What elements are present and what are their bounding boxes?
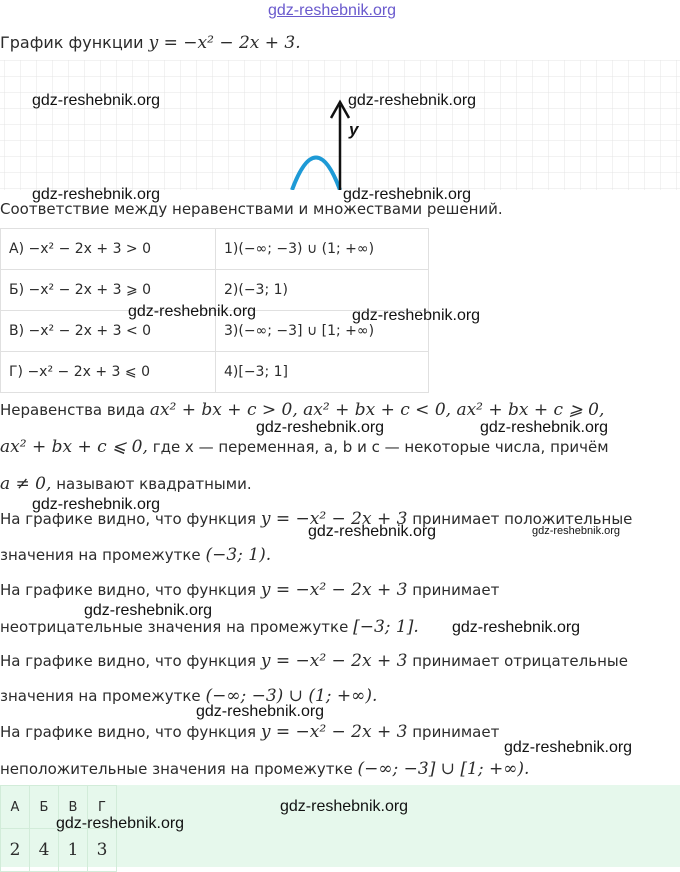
- statement-1-line-2: [0, 545, 271, 565]
- definition-formula-3: a ≠ 0,: [0, 474, 52, 494]
- statement-interval: (−3; 1).: [205, 545, 272, 565]
- watermark: gdz-reshebnik.org: [32, 496, 161, 513]
- task-title: [0, 33, 301, 53]
- statement-text: На графике видно, что функция: [0, 581, 257, 599]
- definition-text-1: Неравенства вида: [0, 401, 146, 419]
- correspondence-heading: Соответствие между неравенствами и множествами решений.: [0, 200, 503, 218]
- statement-3-line-1: [0, 651, 628, 671]
- solution-set-3: 3)(−∞; −3] ∪ [1; +∞): [216, 311, 429, 352]
- function-graph: [0, 60, 680, 190]
- watermark: gdz-reshebnik.org: [504, 739, 633, 756]
- statement-text: значения на промежутке: [0, 687, 201, 705]
- statement-text: На графике видно, что функция: [0, 723, 257, 741]
- answer-letter: В: [59, 786, 88, 829]
- statement-text: неположительные значения на промежутке: [0, 760, 353, 778]
- statement-4-line-2: [0, 759, 529, 779]
- watermark: gdz-reshebnik.org: [308, 523, 437, 540]
- definition-text-3: называют квадратными.: [56, 475, 252, 493]
- statement-2-line-1: [0, 580, 499, 600]
- answer-value: 2: [1, 829, 30, 872]
- statement-text: принимает положительные: [412, 510, 633, 528]
- inequality-a: А) −x² − 2x + 3 > 0: [1, 229, 216, 270]
- statement-text: принимает: [412, 581, 500, 599]
- watermark: gdz-reshebnik.org: [352, 307, 481, 324]
- table-row: [1, 229, 429, 270]
- statement-interval: (−∞; −3) ∪ (1; +∞).: [205, 686, 378, 706]
- watermark: gdz-reshebnik.org: [32, 186, 161, 203]
- statement-text: На графике видно, что функция: [0, 510, 257, 528]
- watermark: gdz-reshebnik.org: [128, 303, 257, 320]
- watermark: gdz-reshebnik.org: [532, 525, 621, 537]
- inequality-b: Б) −x² − 2x + 3 ⩾ 0: [1, 270, 216, 311]
- answer-letter: Г: [88, 786, 117, 829]
- statement-2-line-2: [0, 617, 419, 637]
- statement-formula: y = −x² − 2x + 3: [260, 580, 408, 600]
- solution-set-4: 4)[−3; 1]: [216, 352, 429, 393]
- statement-formula: y = −x² − 2x + 3: [260, 722, 408, 742]
- watermark-top[interactable]: gdz-reshebnik.org: [268, 2, 397, 19]
- statement-text: значения на промежутке: [0, 546, 201, 564]
- answer-value: 4: [30, 829, 59, 872]
- answer-value: 1: [59, 829, 88, 872]
- statement-text: принимает отрицательные: [412, 652, 628, 670]
- watermark: gdz-reshebnik.org: [256, 419, 385, 436]
- y-axis-label: y: [349, 120, 359, 139]
- answer-letter: Б: [30, 786, 59, 829]
- watermark: gdz-reshebnik.org: [480, 419, 609, 436]
- definition-formula-1: ax² + bx + c > 0, ax² + bx + c < 0, ax² + bx + c ⩾ 0,: [149, 400, 605, 420]
- answer-values-row: [1, 829, 117, 872]
- definition-line-3: [0, 474, 252, 494]
- watermark: gdz-reshebnik.org: [280, 798, 409, 815]
- watermark: gdz-reshebnik.org: [32, 92, 161, 109]
- title-text: График функции: [0, 33, 144, 52]
- inequality-g: Г) −x² − 2x + 3 ⩽ 0: [1, 352, 216, 393]
- statement-formula: y = −x² − 2x + 3: [260, 651, 408, 671]
- definition-text-2: где x — переменная, a, b и c — некоторые числа, причём: [152, 438, 609, 456]
- statement-text: принимает: [412, 723, 500, 741]
- statement-text: На графике видно, что функция: [0, 652, 257, 670]
- watermark: gdz-reshebnik.org: [452, 619, 581, 636]
- inequality-v: В) −x² − 2x + 3 < 0: [1, 311, 216, 352]
- statement-interval: [−3; 1].: [353, 617, 419, 637]
- watermark: gdz-reshebnik.org: [196, 703, 325, 720]
- watermark: gdz-reshebnik.org: [343, 186, 472, 203]
- title-formula: y = −x² − 2x + 3.: [148, 33, 301, 53]
- watermark: gdz-reshebnik.org: [56, 815, 185, 832]
- watermark: gdz-reshebnik.org: [84, 602, 213, 619]
- statement-text: неотрицательные значения на промежутке: [0, 618, 349, 636]
- answer-letter: А: [1, 786, 30, 829]
- definition-formula-2: ax² + bx + c ⩽ 0,: [0, 437, 148, 457]
- definition-line-1: [0, 400, 604, 420]
- answer-value: 3: [88, 829, 117, 872]
- statement-formula: y = −x² − 2x + 3: [260, 509, 408, 529]
- table-row: [1, 352, 429, 393]
- graph-svg: [0, 60, 680, 190]
- definition-line-2: [0, 437, 609, 457]
- watermark: gdz-reshebnik.org: [348, 92, 477, 109]
- solution-set-1: 1)(−∞; −3) ∪ (1; +∞): [216, 229, 429, 270]
- statement-4-line-1: [0, 722, 499, 742]
- solution-set-2: 2)(−3; 1): [216, 270, 429, 311]
- statement-interval: (−∞; −3] ∪ [1; +∞).: [357, 759, 530, 779]
